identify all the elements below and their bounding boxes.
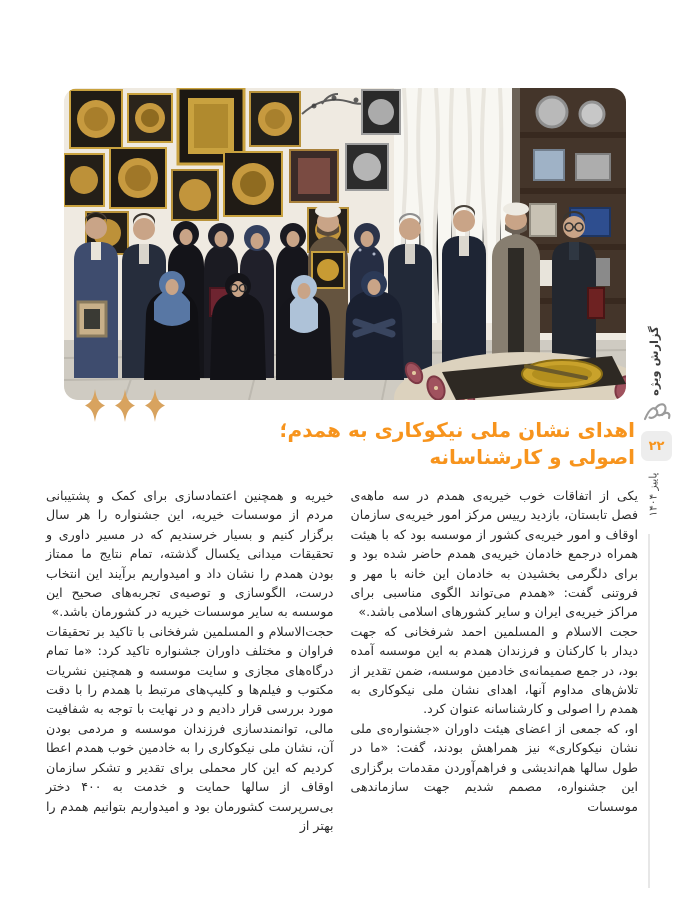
headline-line1: اهدای نشان ملی نیکوکاری به همدم؛ (279, 418, 635, 442)
article-headline (75, 417, 635, 471)
paragraph: خیریه و همچنین اعتمادسازی برای کمک و پشتیبانی مردم از موسسات خیریه، این جشنواره را هر سال برگزار کنیم و بسیار خرسندیم که در مسیر داوری و تحقیقات میدانی یکسال گذشته، تمام نتایج ما ممتاز بودن همدم را نشان داد و امیدواریم برآیند این انتخاب درست، الگوسازی و توصیه‌ی تجربه‌های صحیح این موسسه به سایر موسسات خیریه در کشورمان باشد.» (46, 488, 334, 620)
paragraph: یکی از اتفاقات خوب خیریه‌ی همدم در سه ماهه‌ی فصل تابستان، بازدید رییس مرکز امور خیریه‌ی سازمان اوقاف و امور خیریه‌ی کشور از موسسه بود که با هیئت همراه درجمع خادمان خیریه‌ی همدم حاضر شده بود و برای دلگرمی بخشیدن به خادمان این خانه با مهر و فروتنی گفت: «همدم می‌تواند الگوی مناسبی برای مراکز خیریه‌ی ایران و سایر کشورهای اسلامی باشد.» (350, 488, 638, 620)
article-body (46, 486, 638, 833)
paragraph: حجت‌الاسلام و المسلمین شرفخانی با تاکید بر تحقیقات فراوان و مختلف داوران جشنواره تاکید کرد: «ما تمام درگاه‌های مجازی و سایت موسسه و همچنین نشریات مکتوب و فیلم‌ها و کلیپ‌های مرتبط با همدم را با دقت مورد بررسی قرار دادیم و در نهایت با توجه به شفافیت مالی، توانمندسازی فرزندان موسسه و مردمی بودن آن، نشان ملی نیکوکاری را به خادمین خوب همدم اعطا کردیم که این کار محملی برای تقدیر و تشکر سازمان اوقاف از سالها حمایت و خدمت به ۴۰۰ دختر بی‌سرپرست کشورمان بود و امیدواریم بتوانیم همدم را بهتر از (46, 623, 334, 833)
paragraph: حجت الاسلام و المسلمین احمد شرفخانی که جهت دیدار با کارکنان و فرزندان همدم به این موسسه آمده بود، در جمع صمیمانه‌ی خادمین موسسه، ضمن تقدیر از تلاش‌های مداوم آنها، اهدای نشان ملی نیکوکاری به همدم را اصولی و کارشناسانه عنوان کرد. (350, 623, 638, 717)
paragraph: او، که جمعی از اعضای هیئت داوران «جشنواره‌ی ملی نشان نیکوکاری» نیز همراهش بودند، گفت: «ما در طول سالها هم‌اندیشی و فراهم‌آوردن مقدمات برگزاری این جشنواره، مصمم شدیم جهت سازماندهی موسسات (350, 720, 638, 814)
section-label: گزارش ویژه (647, 326, 661, 396)
headline-line2: اصولی و کارشناسانه (429, 445, 635, 469)
group-photo-illustration (64, 88, 626, 400)
hamdam-calligraphy-logo-icon (642, 399, 672, 426)
article-column-right (350, 486, 639, 814)
page-number: ۲۲ (648, 438, 665, 454)
issue-season-label: پاییز ۱۴۰۴ (647, 472, 660, 517)
article-photo (64, 88, 626, 400)
page-number-badge (641, 431, 672, 461)
article-column-left (46, 486, 334, 833)
sidebar-divider-line (648, 534, 650, 888)
